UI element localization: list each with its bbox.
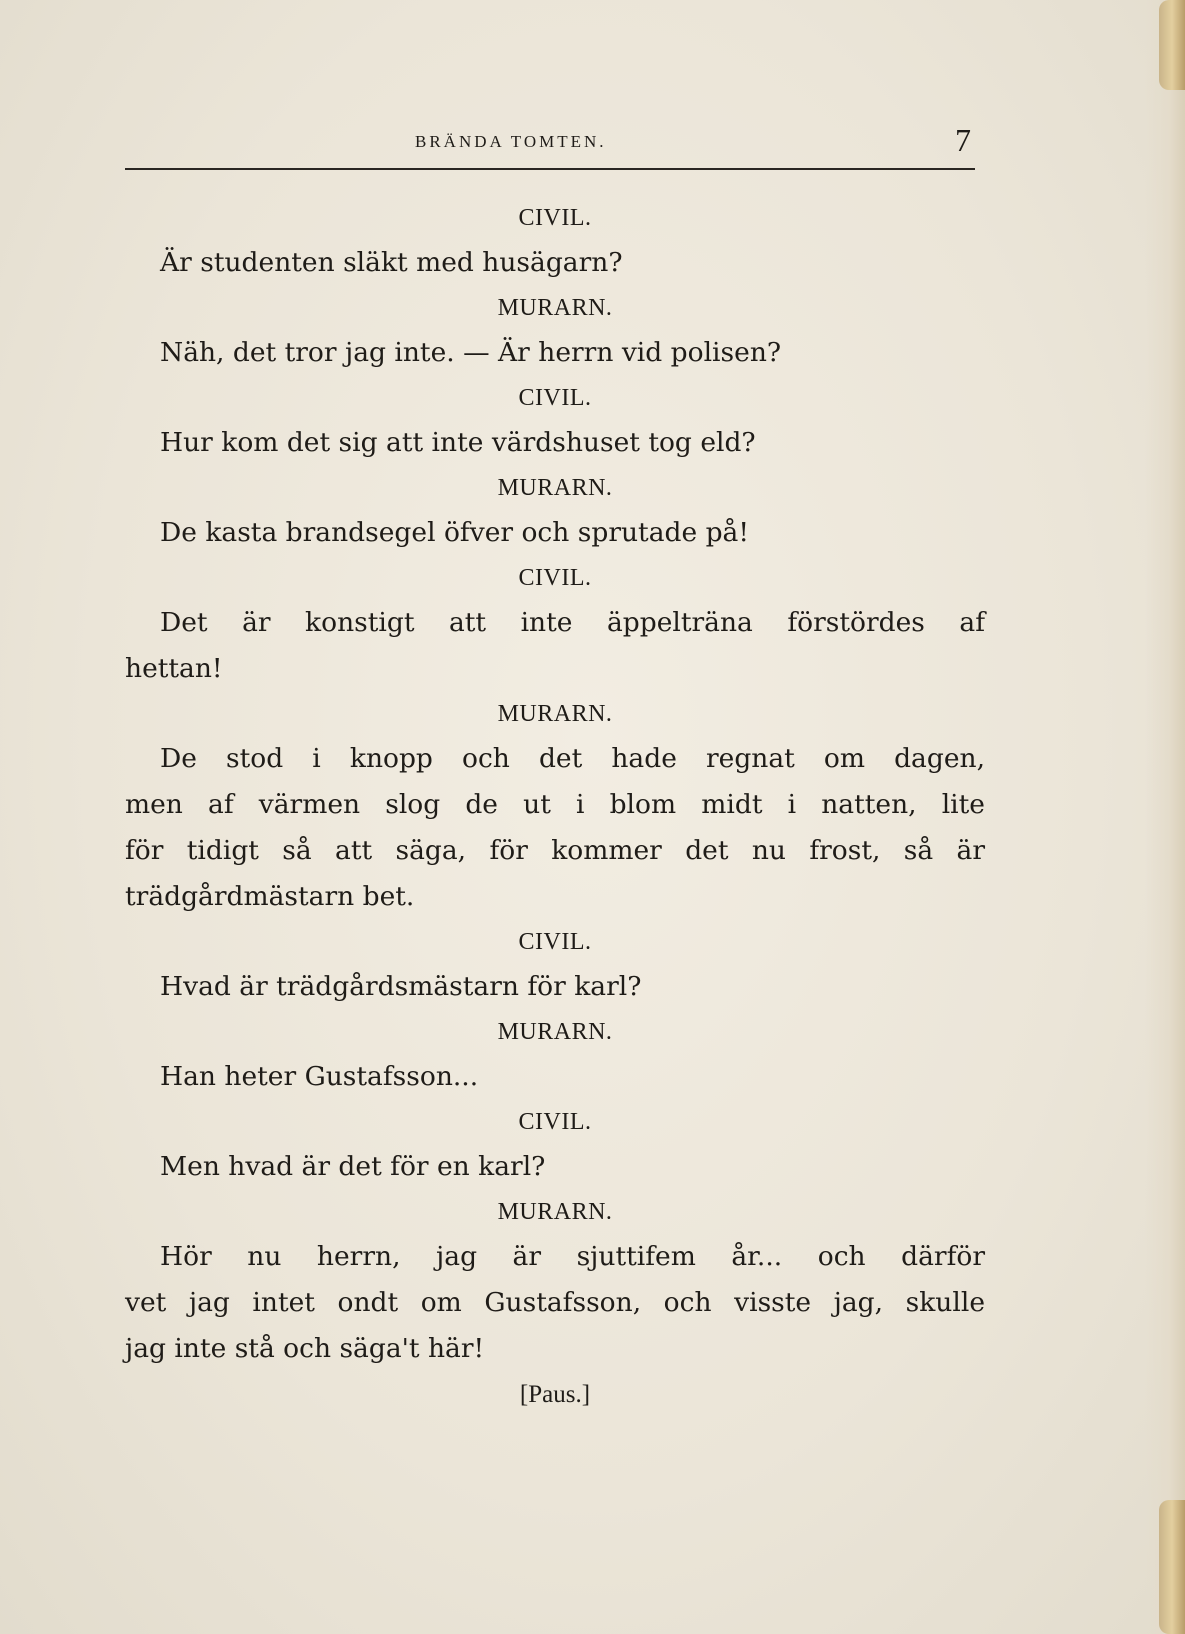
dialogue-line: Hvad är trädgårdsmästarn för karl?	[160, 971, 642, 1002]
dialogue-line: för tidigt så att säga, för kommer det nu frost, så är	[125, 835, 985, 866]
dialogue-line: De kasta brandsegel öfver och sprutade på!	[160, 517, 749, 548]
running-title: BRÄNDA TOMTEN.	[415, 132, 607, 151]
stage-direction: [Paus.]	[519, 1381, 591, 1408]
dialogue-line: Hur kom det sig att inte värdshuset tog eld?	[160, 427, 756, 458]
dialogue-line: hettan!	[125, 653, 223, 684]
dialogue-line: vet jag intet ondt om Gustafsson, och visste jag, skulle	[125, 1287, 985, 1318]
page-number: 7	[955, 122, 971, 158]
speaker-name: MURARN.	[497, 295, 613, 321]
speaker-name: MURARN.	[497, 475, 613, 501]
dialogue-line: Han heter Gustafsson...	[160, 1061, 479, 1092]
dialogue-line: men af värmen slog de ut i blom midt i natten, lite	[125, 789, 985, 820]
speaker-name: CIVIL.	[518, 205, 592, 231]
speaker-name: CIVIL.	[518, 929, 592, 955]
speaker-name: MURARN.	[497, 1199, 613, 1225]
dialogue-line: Det är konstigt att inte äppelträna förstördes af	[160, 607, 985, 638]
page-edge-shadow	[1145, 0, 1185, 1634]
dialogue-line: De stod i knopp och det hade regnat om dagen,	[160, 743, 985, 774]
speaker-name: CIVIL.	[518, 1109, 592, 1135]
dialogue-line: jag inte stå och säga't här!	[125, 1333, 485, 1364]
running-head	[125, 118, 975, 170]
speaker-name: MURARN.	[497, 1019, 613, 1045]
play-text	[125, 196, 985, 1418]
binding-tab-bottom	[1159, 1500, 1185, 1634]
binding-tab-top	[1159, 0, 1185, 90]
dialogue-line: trädgårdmästarn bet.	[125, 881, 415, 912]
speaker-name: CIVIL.	[518, 565, 592, 591]
dialogue-line: Är studenten släkt med husägarn?	[160, 247, 623, 278]
speaker-name: CIVIL.	[518, 385, 592, 411]
dialogue-line: Men hvad är det för en karl?	[160, 1151, 546, 1182]
speaker-name: MURARN.	[497, 701, 613, 727]
dialogue-line: Näh, det tror jag inte. — Är herrn vid polisen?	[160, 337, 782, 368]
dialogue-line: Hör nu herrn, jag är sjuttifem år... och därför	[160, 1241, 985, 1272]
